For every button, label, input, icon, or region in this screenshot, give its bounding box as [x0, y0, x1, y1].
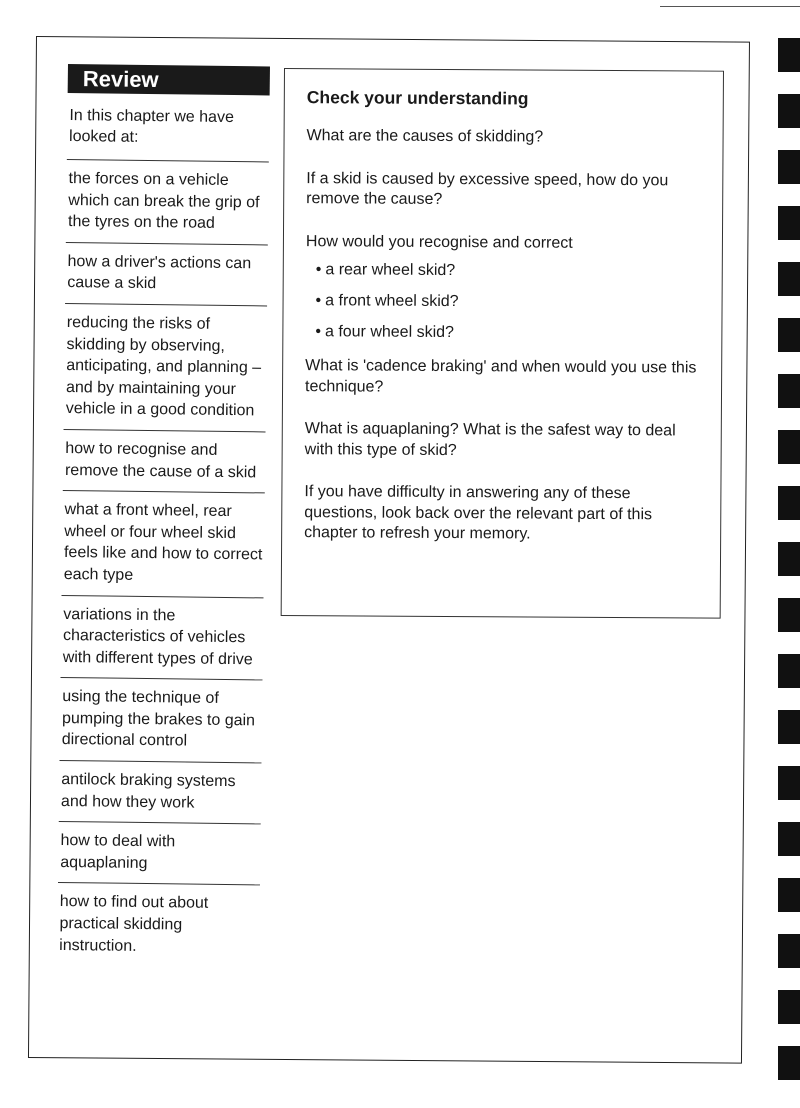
spiral-binding	[770, 30, 800, 1108]
check-understanding-box	[281, 68, 724, 619]
review-item: how to find out about practical skidding instruction.	[59, 893, 209, 955]
skid-type-label: a front wheel skid?	[325, 292, 459, 311]
binding-hole	[778, 262, 800, 296]
binding-hole	[778, 150, 800, 184]
binding-hole	[778, 710, 800, 744]
review-item: reducing the risks of skidding by observing, anticipating, and planning – and by maintaining your vehicle in a good condition	[64, 304, 268, 432]
binding-hole	[778, 206, 800, 240]
binding-hole	[778, 486, 800, 520]
binding-hole	[778, 598, 800, 632]
check-title: Check your understanding	[306, 87, 529, 109]
question-aquaplaning: What is aquaplaning? What is the safest way to deal with this type of skid?	[304, 420, 676, 459]
review-item: how to deal with aquaplaning	[58, 822, 261, 886]
skid-type-label: a rear wheel skid?	[325, 261, 456, 280]
bullet-icon: •	[315, 292, 322, 310]
review-intro: In this chapter we have looked at:	[67, 93, 270, 162]
review-item: variations in the characteristics of vehicles with different types of drive	[60, 595, 263, 680]
question-causes: What are the causes of skidding?	[306, 127, 544, 146]
binding-hole	[778, 374, 800, 408]
skid-type-item	[316, 260, 704, 282]
review-heading: Review	[68, 64, 270, 95]
binding-hole	[778, 430, 800, 464]
review-item: the forces on a vehicle which can break the grip of the tyres on the road	[66, 160, 269, 245]
question-cadence-braking: What is 'cadence braking' and when would you use this technique?	[305, 357, 697, 396]
review-list	[57, 160, 269, 968]
skid-type-label: a four wheel skid?	[324, 323, 455, 342]
binding-hole	[778, 878, 800, 912]
binding-hole	[778, 934, 800, 968]
review-column	[57, 64, 270, 968]
binding-hole	[778, 990, 800, 1024]
skid-type-list	[305, 260, 703, 344]
binding-hole	[778, 38, 800, 72]
review-item: antilock braking systems and how they work	[59, 761, 262, 825]
skid-type-item	[315, 322, 703, 344]
review-item: how a driver's actions can cause a skid	[65, 243, 268, 307]
review-item: using the technique of pumping the brakes to gain directional control	[59, 678, 262, 763]
bullet-icon: •	[315, 261, 322, 279]
check-note: If you have difficulty in answering any of these questions, look back over the relevant part of this chapter to refresh your memory.	[304, 483, 653, 543]
review-item: what a front wheel, rear wheel or four wheel skid feels like and how to correct each type	[62, 491, 265, 598]
binding-hole	[778, 822, 800, 856]
binding-hole	[778, 654, 800, 688]
skid-type-item	[316, 291, 704, 313]
binding-hole	[778, 766, 800, 800]
binding-hole	[778, 94, 800, 128]
binding-hole	[778, 542, 800, 576]
binding-hole	[778, 318, 800, 352]
question-recognise-correct: How would you recognise and correct	[305, 232, 573, 252]
binding-hole	[778, 1046, 800, 1080]
bullet-icon: •	[315, 323, 322, 341]
question-excessive-speed: If a skid is caused by excessive speed, how do you remove the cause?	[306, 169, 669, 208]
review-item: how to recognise and remove the cause of a skid	[63, 430, 266, 494]
scan-top-rule	[660, 6, 800, 7]
